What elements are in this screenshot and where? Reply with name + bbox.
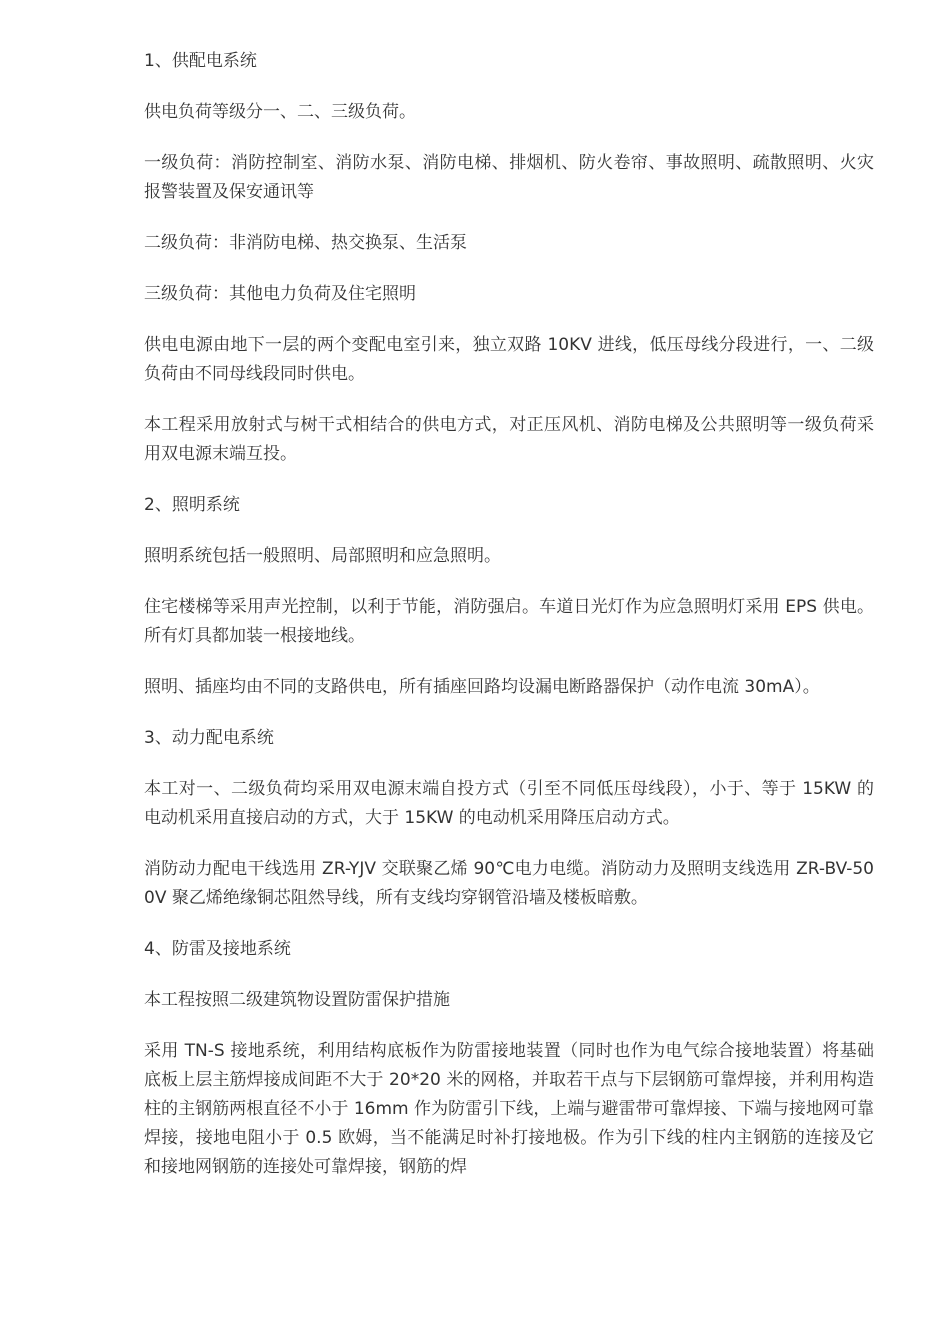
paragraph-socket-protection: 照明、插座均由不同的支路供电，所有插座回路均设漏电断路器保护（动作电流 30mA）。 bbox=[144, 677, 820, 697]
paragraph-fire-cables: 消防动力配电干线选用 ZR-YJV 交联聚乙烯 90℃电力电缆。消防动力及照明支线选用 ZR-BV-500V 聚乙烯绝缘铜芯阻然导线，所有支线均穿钢管沿墙及楼板暗敷。 bbox=[144, 859, 874, 908]
paragraph-supply-method: 本工程采用放射式与树干式相结合的供电方式，对正压风机、消防电梯及公共照明等一级负荷采用双电源末端互投。 bbox=[144, 415, 874, 464]
paragraph-load-levels: 供电负荷等级分一、二、三级负荷。 bbox=[144, 102, 416, 122]
section-heading-power-distribution: 3、动力配电系统 bbox=[144, 728, 274, 748]
section-heading-lightning-grounding: 4、防雷及接地系统 bbox=[144, 939, 291, 959]
paragraph-second-level-load: 二级负荷：非消防电梯、热交换泵、生活泵 bbox=[144, 233, 467, 253]
document-body bbox=[144, 47, 874, 1204]
paragraph-power-source: 供电电源由地下一层的两个变配电室引来，独立双路 10KV 进线，低压母线分段进行，一、二级负荷由不同母线段同时供电。 bbox=[144, 335, 874, 384]
paragraph-third-level-load: 三级负荷：其他电力负荷及住宅照明 bbox=[144, 284, 416, 304]
section-heading-lighting: 2、照明系统 bbox=[144, 495, 240, 515]
paragraph-stair-lighting: 住宅楼梯等采用声光控制，以利于节能，消防强启。车道日光灯作为应急照明灯采用 EPS 供电。所有灯具都加装一根接地线。 bbox=[144, 597, 874, 646]
paragraph-lighting-types: 照明系统包括一般照明、局部照明和应急照明。 bbox=[144, 546, 501, 566]
paragraph-motor-start: 本工对一、二级负荷均采用双电源末端自投方式（引至不同低压母线段），小于、等于 15KW 的电动机采用直接启动的方式，大于 15KW 的电动机采用降压启动方式。 bbox=[144, 779, 874, 828]
paragraph-first-level-load: 一级负荷：消防控制室、消防水泵、消防电梯、排烟机、防火卷帘、事故照明、疏散照明、火灾报警装置及保安通讯等 bbox=[144, 153, 874, 202]
section-heading-power-supply: 1、供配电系统 bbox=[144, 51, 257, 71]
paragraph-grounding-system: 采用 TN-S 接地系统，利用结构底板作为防雷接地装置（同时也作为电气综合接地装置）将基础底板上层主筋焊接成间距不大于 20*20 米的网格，并取若干点与下层钢筋可靠焊接，并利用构造柱的主钢筋两根直径不小于 16mm 作为防雷引下线，上端与避雷带可靠焊接、下端与接地网可靠焊接，接地电阻小于 0.5 欧姆，当不能满足时补打接地极。作为引下线的柱内主钢筋的连接及它和接地网钢筋的连接处可靠焊接，钢筋的焊 bbox=[144, 1041, 874, 1177]
paragraph-lightning-protection-level: 本工程按照二级建筑物设置防雷保护措施 bbox=[144, 990, 450, 1010]
